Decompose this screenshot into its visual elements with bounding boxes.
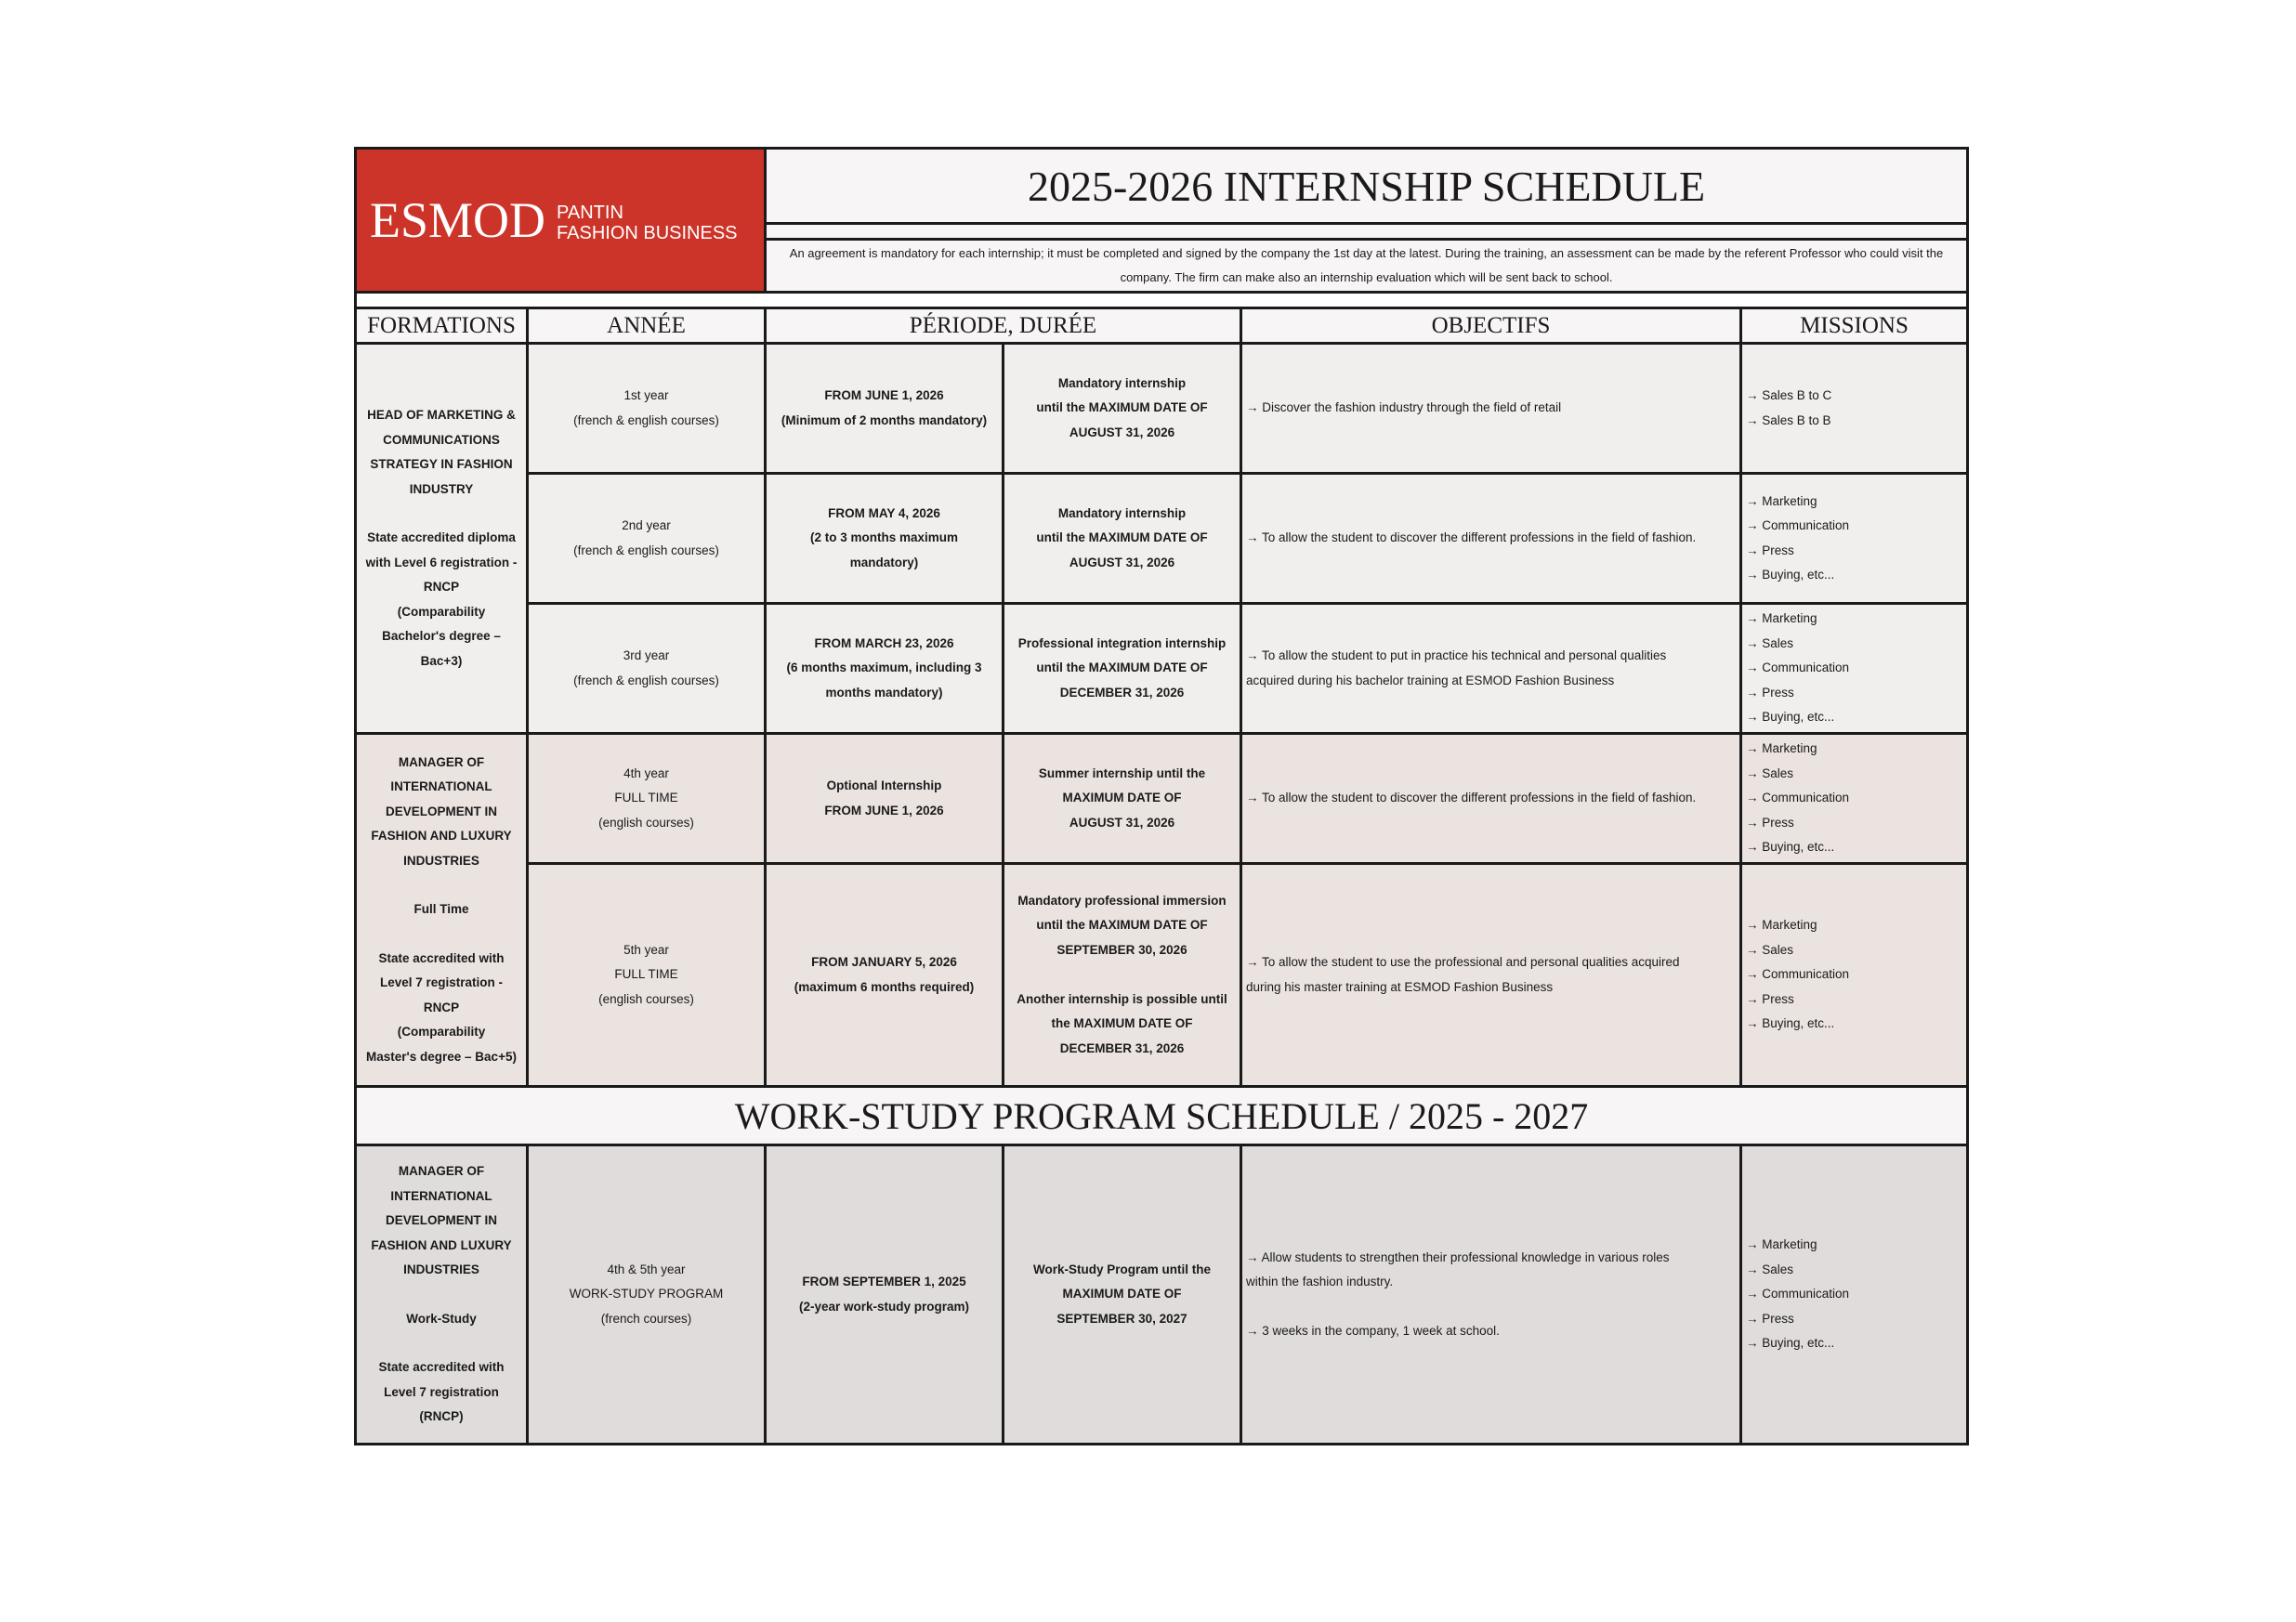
logo-subtitle [557, 203, 738, 243]
text-line: Mandatory internship [1057, 375, 1187, 390]
text-line: Summer internship until the [1038, 765, 1206, 780]
page-title: 2025-2026 INTERNSHIP SCHEDULE [766, 149, 1968, 224]
text-line: mandatory) [849, 555, 919, 569]
text-line: INDUSTRIES [403, 1262, 479, 1277]
text-line: → Sales B to C [1746, 388, 1832, 402]
divider-row [356, 293, 1968, 308]
text-line [1008, 962, 1236, 988]
text-line: DEVELOPMENT IN [385, 1213, 497, 1228]
text-line: until the MAXIMUM DATE OF [1036, 530, 1208, 545]
text-line: → Buying, etc... [1746, 1336, 1835, 1351]
text-line: FROM MAY 4, 2026 [828, 505, 940, 520]
text-line: FROM JANUARY 5, 2026 [811, 955, 957, 969]
text-line: until the MAXIMUM DATE OF [1036, 918, 1208, 933]
text-line: SEPTEMBER 30, 2026 [1056, 942, 1187, 957]
text-line: (Comparability [397, 604, 486, 619]
objective-cell [1241, 734, 1741, 864]
text-line: State accredited with [378, 1360, 505, 1375]
text-line: Level 7 registration - [379, 975, 504, 990]
period-end-cell [1004, 474, 1241, 604]
text-line: (english courses) [598, 815, 694, 830]
text-line: → Press [1746, 991, 1794, 1006]
year-cell [528, 734, 766, 864]
period-start-cell [766, 1145, 1004, 1445]
text-line: AUGUST 31, 2026 [1069, 815, 1175, 830]
text-line: FROM JUNE 1, 2026 [824, 388, 944, 402]
text-line: 4th year [623, 765, 669, 780]
missions-cell [1741, 1145, 1968, 1445]
formation-accreditation [361, 1355, 522, 1430]
text-line: INTERNATIONAL [390, 779, 492, 794]
text-line: HEAD OF MARKETING & [367, 408, 516, 422]
formation-name [361, 1159, 522, 1283]
text-line: 3rd year [623, 648, 670, 662]
text-line: INDUSTRY [409, 481, 474, 496]
text-line: AUGUST 31, 2026 [1069, 425, 1175, 439]
text-line: → 3 weeks in the company, 1 week at school. [1246, 1324, 1500, 1338]
text-line: → Buying, etc... [1746, 568, 1835, 582]
text-line: STRATEGY IN FASHION [370, 457, 513, 471]
text-line: DEVELOPMENT IN [385, 804, 497, 818]
year-cell [528, 604, 766, 734]
header-missions: MISSIONS [1741, 308, 1968, 344]
text-line: FROM MARCH 23, 2026 [814, 635, 954, 650]
text-line: → Marketing [1746, 493, 1817, 508]
text-line: acquired during his bachelor training at ESMOD Fashion Business [1246, 673, 1615, 687]
text-line: Master's degree – Bac+5) [366, 1049, 517, 1064]
formation-name [361, 751, 522, 874]
text-line: → Buying, etc... [1746, 710, 1835, 725]
text-line: within the fashion industry. [1246, 1275, 1394, 1288]
period-start-cell [766, 604, 1004, 734]
text-line: Mandatory internship [1057, 505, 1187, 520]
objective-cell [1241, 344, 1741, 474]
text-line: FROM JUNE 1, 2026 [824, 803, 944, 818]
text-line: during his master training at ESMOD Fashion Business [1246, 979, 1554, 994]
text-line: → To allow the student to put in practice his technical and personal qualities [1246, 648, 1667, 662]
text-line: State accredited with [378, 950, 505, 965]
header-objectifs: OBJECTIFS [1241, 308, 1741, 344]
text-line: MANAGER OF [398, 1164, 485, 1179]
internship-schedule-sheet [354, 147, 1966, 1445]
missions-cell [1741, 604, 1968, 734]
text-line: FASHION AND LUXURY [371, 1237, 512, 1252]
text-line: → To allow the student to discover the different professions in the field of fashion. [1246, 530, 1697, 545]
text-line: → Sales B to B [1746, 412, 1831, 427]
year-cell [528, 864, 766, 1087]
text-line: → Marketing [1746, 918, 1817, 933]
objective-cell [1241, 474, 1741, 604]
text-line: RNCP [423, 580, 460, 594]
text-line: → To allow the student to discover the different professions in the field of fashion. [1246, 791, 1697, 805]
objective-cell [1241, 1145, 1741, 1445]
text-line: → Press [1746, 543, 1794, 557]
text-line: MAXIMUM DATE OF [1062, 1287, 1182, 1302]
year-cell [528, 474, 766, 604]
text-line: (maximum 6 months required) [794, 979, 975, 994]
text-line [1246, 1295, 1736, 1320]
text-line: MAXIMUM DATE OF [1062, 791, 1182, 805]
esmod-logo [356, 149, 766, 293]
text-line: FROM SEPTEMBER 1, 2025 [802, 1275, 966, 1288]
period-end-cell [1004, 734, 1241, 864]
text-line: → To allow the student to use the professional and personal qualities acquired [1246, 955, 1680, 969]
text-line: → Sales [1746, 1262, 1794, 1276]
text-line: Work-Study Program until the [1032, 1262, 1211, 1276]
text-line: MANAGER OF [398, 754, 485, 769]
text-line: → Communication [1746, 791, 1850, 805]
text-line: → Press [1746, 685, 1794, 700]
period-start-cell [766, 474, 1004, 604]
text-line: → Sales [1746, 942, 1794, 957]
text-line: 5th year [623, 942, 669, 957]
text-line: Level 7 registration [384, 1384, 499, 1399]
formation-cell [356, 734, 528, 1087]
period-start-cell [766, 734, 1004, 864]
year-cell [528, 344, 766, 474]
text-line: months mandatory) [825, 685, 943, 700]
period-start-cell [766, 344, 1004, 474]
agreement-note: An agreement is mandatory for each internship; it must be completed and signed by the company the 1st day at the latest. During the training, an assessment can be made by the referent Professor who could visit the company. The firm can make also an internship evaluation which will be sent back to school. [766, 240, 1968, 293]
text-line: 2nd year [622, 518, 671, 532]
text-line: (Comparability [397, 1025, 486, 1040]
formation-cell [356, 344, 528, 734]
text-line: FASHION AND LUXURY [371, 829, 512, 844]
text-line: → Marketing [1746, 611, 1817, 626]
period-start-cell [766, 864, 1004, 1087]
text-line: (french & english courses) [573, 412, 719, 427]
text-line: (2-year work-study program) [798, 1299, 970, 1314]
header-periode: PÉRIODE, DURÉE [766, 308, 1241, 344]
text-line: until the MAXIMUM DATE OF [1036, 400, 1208, 415]
formation-name [361, 403, 522, 502]
text-line: → Communication [1746, 967, 1850, 982]
text-line: 4th & 5th year [607, 1262, 686, 1276]
missions-cell [1741, 344, 1968, 474]
text-line: → Allow students to strengthen their professional knowledge in various roles [1246, 1249, 1670, 1264]
text-line: → Discover the fashion industry through the field of retail [1246, 400, 1562, 415]
period-end-cell [1004, 604, 1241, 734]
text-line: → Press [1746, 815, 1794, 830]
text-line: (english courses) [598, 991, 694, 1006]
text-line: → Communication [1746, 1287, 1850, 1302]
period-end-cell [1004, 864, 1241, 1087]
text-line: Bachelor's degree – [382, 629, 501, 643]
text-line: → Sales [1746, 635, 1794, 650]
header-formations: FORMATIONS [356, 308, 528, 344]
text-line: COMMUNICATIONS [383, 432, 500, 447]
text-line: → Marketing [1746, 1237, 1817, 1252]
period-end-cell [1004, 344, 1241, 474]
text-line: Professional integration internship [1017, 635, 1227, 650]
text-line: (6 months maximum, including 3 [786, 661, 982, 675]
logo-subtitle-line: PANTIN [557, 203, 623, 223]
text-line: → Buying, etc... [1746, 1016, 1835, 1031]
missions-cell [1741, 474, 1968, 604]
text-line: FULL TIME [614, 967, 678, 982]
formation-mode: Work-Study [406, 1311, 477, 1326]
text-line: SEPTEMBER 30, 2027 [1056, 1311, 1187, 1326]
year-cell [528, 1145, 766, 1445]
text-line: RNCP [423, 1000, 460, 1014]
text-line: → Sales [1746, 765, 1794, 780]
text-line: the MAXIMUM DATE OF [1051, 1016, 1193, 1031]
text-line: DECEMBER 31, 2026 [1059, 685, 1185, 700]
logo-wordmark: ESMOD [370, 192, 546, 248]
divider-row [766, 224, 1968, 240]
text-line: INTERNATIONAL [390, 1188, 492, 1203]
text-line: State accredited diploma [367, 530, 516, 544]
text-line: Optional Internship [826, 778, 942, 792]
text-line: until the MAXIMUM DATE OF [1036, 661, 1208, 675]
schedule-table [354, 147, 1969, 1445]
text-line: (french & english courses) [573, 543, 719, 557]
work-study-title: WORK-STUDY PROGRAM SCHEDULE / 2025 - 2027 [356, 1087, 1968, 1145]
text-line: Mandatory professional immersion [1017, 893, 1227, 908]
formation-accreditation [361, 526, 522, 674]
missions-cell [1741, 734, 1968, 864]
text-line: → Marketing [1746, 741, 1817, 756]
text-line: Bac+3) [420, 653, 463, 668]
objective-cell [1241, 604, 1741, 734]
text-line: (french & english courses) [573, 673, 719, 687]
formation-cell [356, 1145, 528, 1445]
text-line: → Communication [1746, 518, 1850, 532]
text-line: → Communication [1746, 661, 1850, 675]
text-line: → Buying, etc... [1746, 840, 1835, 855]
text-line: (2 to 3 months maximum [809, 530, 959, 545]
period-end-cell [1004, 1145, 1241, 1445]
formation-accreditation [361, 947, 522, 1070]
text-line: with Level 6 registration - [365, 555, 518, 569]
text-line: WORK-STUDY PROGRAM [569, 1287, 724, 1302]
logo-subtitle-line: FASHION BUSINESS [557, 223, 738, 243]
text-line: AUGUST 31, 2026 [1069, 555, 1175, 569]
text-line: FULL TIME [614, 791, 678, 805]
text-line: (RNCP) [419, 1409, 464, 1424]
missions-cell [1741, 864, 1968, 1087]
text-line: DECEMBER 31, 2026 [1059, 1040, 1185, 1055]
text-line: 1st year [623, 388, 669, 402]
objective-cell [1241, 864, 1741, 1087]
text-line: → Press [1746, 1311, 1794, 1326]
text-line: (french courses) [600, 1311, 692, 1326]
text-line: INDUSTRIES [403, 853, 479, 868]
text-line: (Minimum of 2 months mandatory) [781, 412, 988, 427]
text-line: Another internship is possible until [1017, 991, 1227, 1006]
header-annee: ANNÉE [528, 308, 766, 344]
formation-mode: Full Time [413, 902, 469, 917]
